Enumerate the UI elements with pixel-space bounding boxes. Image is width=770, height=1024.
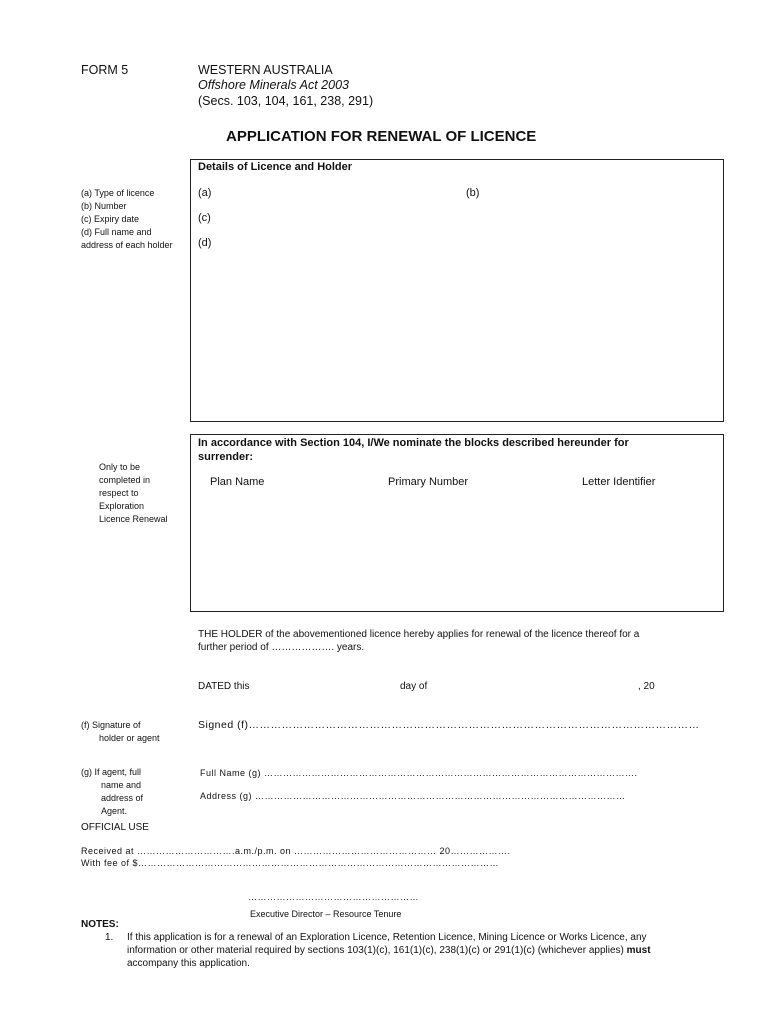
col-primary-number: Primary Number: [388, 476, 469, 488]
agent-address-field[interactable]: Address (g) ………………………………………………………………………………………………………: [200, 791, 626, 801]
side-note-line: Licence Renewal: [99, 514, 168, 524]
holder-statement-line1: THE HOLDER of the abovementioned licence hereby applies for renewal of the licence thereof for a: [198, 629, 640, 640]
field-d-label[interactable]: (d): [198, 237, 212, 249]
note-line2-text: information or other material required by sections 103(1)(c), 161(1)(c), 238(1)(c) or 291(1)(c) (whichever applies): [127, 945, 627, 956]
director-title: Executive Director – Resource Tenure: [250, 909, 402, 919]
side-note-line: respect to: [99, 488, 139, 498]
side-note-line: Only to be: [99, 462, 141, 472]
licence-details-box: [190, 159, 724, 422]
agent-side-line: address of: [101, 793, 144, 803]
day-of-label: day of: [400, 681, 428, 692]
fee-line: With fee of $……………………………………………………………………………………………………: [81, 858, 500, 868]
form-number: FORM 5: [81, 63, 129, 77]
note-line2: [127, 945, 651, 956]
details-side-labels: [81, 187, 173, 252]
side-label-expiry: (c) Expiry date: [81, 214, 140, 224]
col-letter-identifier: Letter Identifier: [582, 476, 656, 488]
field-c-label[interactable]: (c): [198, 212, 211, 224]
signature-side-line2: holder or agent: [99, 733, 160, 743]
note-line3: accompany this application.: [127, 958, 250, 969]
surrender-side-note: [99, 461, 168, 526]
surrender-heading-line2: surrender:: [198, 451, 254, 463]
col-plan-name: Plan Name: [210, 476, 265, 488]
field-b-label[interactable]: (b): [466, 187, 480, 199]
signature-side-label: [81, 719, 160, 745]
state-name: WESTERN AUSTRALIA: [198, 63, 333, 77]
details-heading: Details of Licence and Holder: [198, 161, 353, 173]
holder-statement-line2: further period of ………………. years.: [198, 642, 365, 653]
surrender-box: [190, 434, 724, 612]
note-number: 1.: [105, 932, 114, 943]
agent-side-line: (g) If agent, full: [81, 767, 142, 777]
act-name: Offshore Minerals Act 2003: [198, 78, 349, 92]
surrender-heading-line1: In accordance with Section 104, I/We nominate the blocks described hereunder for: [198, 437, 629, 449]
side-note-line: completed in: [99, 475, 151, 485]
agent-side-label: [81, 766, 143, 818]
side-label-name: (d) Full name and: [81, 227, 152, 237]
received-at-line: Received at ………………………….a.m./p.m. on ……………………………………… 20……………….: [81, 846, 511, 856]
agent-side-line: Agent.: [101, 806, 128, 816]
note-line2-emphasis: must: [626, 945, 651, 956]
field-a-label[interactable]: (a): [198, 187, 212, 199]
sections-ref: (Secs. 103, 104, 161, 238, 291): [198, 94, 374, 108]
notes-heading: NOTES:: [81, 919, 119, 930]
agent-side-line: name and: [101, 780, 142, 790]
agent-full-name-field[interactable]: Full Name (g) ……………………………………………………………………………………………………….: [200, 768, 638, 778]
dated-label: DATED this: [198, 681, 250, 692]
signed-field[interactable]: Signed (f)……………………………………………………………………………………………………………: [198, 719, 700, 731]
side-label-number: (b) Number: [81, 201, 127, 211]
official-use-heading: OFFICIAL USE: [81, 822, 149, 833]
year-label: , 20: [638, 681, 655, 692]
side-label-address: address of each holder: [81, 240, 173, 250]
side-label-type: (a) Type of licence: [81, 188, 155, 198]
side-note-line: Exploration: [99, 501, 145, 511]
page-title: APPLICATION FOR RENEWAL OF LICENCE: [226, 128, 537, 145]
note-line1: If this application is for a renewal of an Exploration Licence, Retention Licence, Mining Licence or Works Licence, any: [127, 932, 647, 943]
signature-side-line1: (f) Signature of: [81, 720, 141, 730]
director-signature-line: ………………………………………………: [248, 892, 419, 902]
